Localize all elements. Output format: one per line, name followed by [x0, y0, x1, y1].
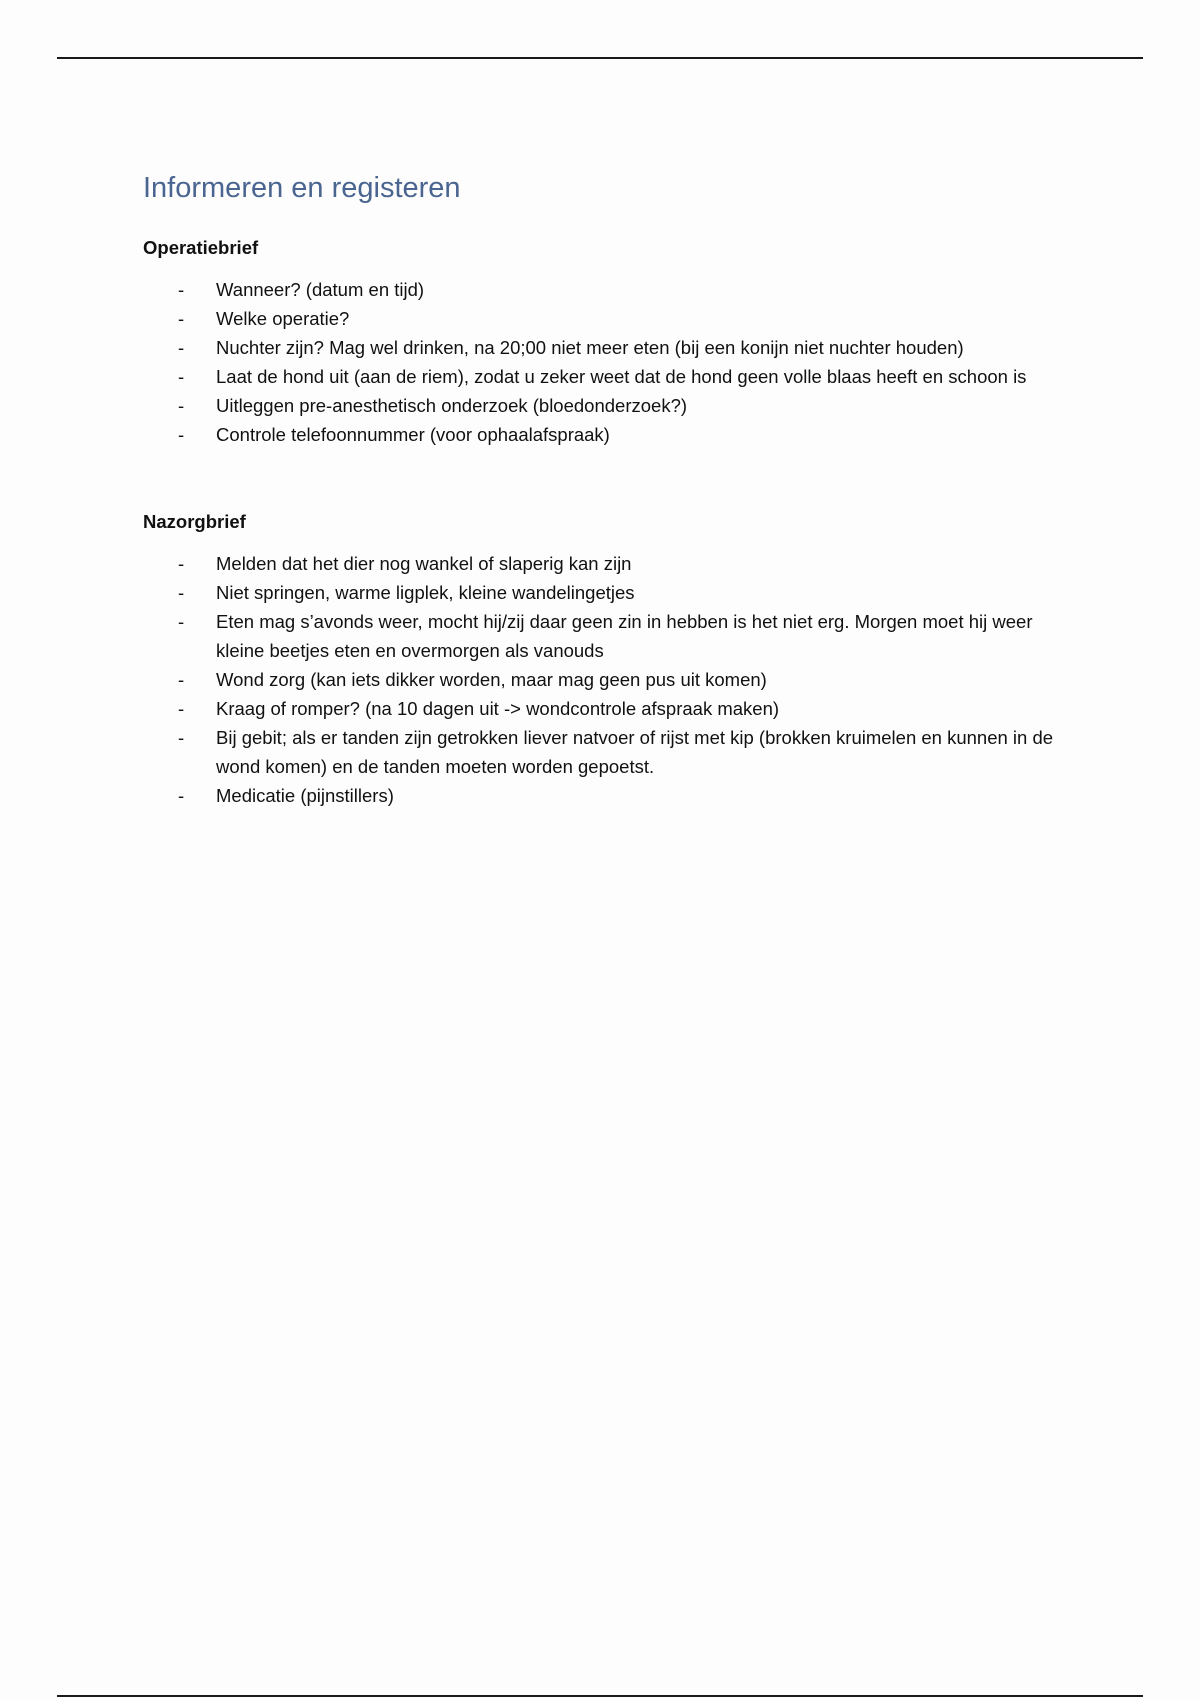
dash-bullet: -	[178, 308, 185, 329]
list-item	[143, 781, 1063, 810]
list-item	[143, 362, 1063, 391]
list-item	[143, 391, 1063, 420]
list-item	[143, 578, 1063, 607]
list-item-text: Wanneer? (datum en tijd)	[216, 279, 425, 300]
dash-bullet: -	[178, 279, 185, 300]
list-item-text: Eten mag s’avonds weer, mocht hij/zij daar geen zin in hebben is het niet erg. Morgen moet hij weer kleine beetjes eten en overmorgen als vanouds	[216, 611, 1033, 661]
list-item-text: Medicatie (pijnstillers)	[216, 785, 394, 806]
list-item-text: Laat de hond uit (aan de riem), zodat u zeker weet dat de hond geen volle blaas heeft en schoon is	[216, 366, 1027, 387]
document-content	[143, 168, 1063, 810]
list-item-text: Melden dat het dier nog wankel of slaperig kan zijn	[216, 553, 632, 574]
dash-bullet: -	[178, 698, 185, 719]
header-rule	[57, 57, 1143, 59]
page-heading: Informeren en registeren	[143, 172, 461, 204]
list-item	[143, 333, 1063, 362]
operatiebrief-list	[143, 275, 1063, 449]
dash-bullet: -	[178, 395, 185, 416]
list-item-text: Kraag of romper? (na 10 dagen uit -> wondcontrole afspraak maken)	[216, 698, 780, 719]
list-item-text: Controle telefoonnummer (voor ophaalafspraak)	[216, 424, 610, 445]
section-title-nazorgbrief: Nazorgbrief	[143, 511, 246, 532]
nazorgbrief-list	[143, 549, 1063, 810]
dash-bullet: -	[178, 366, 185, 387]
list-item	[143, 665, 1063, 694]
list-item-text: Niet springen, warme ligplek, kleine wandelingetjes	[216, 582, 635, 603]
list-item-text: Bij gebit; als er tanden zijn getrokken liever natvoer of rijst met kip (brokken kruimelen en kunnen in de wond komen) en de tanden moeten worden gepoetst.	[216, 727, 1054, 777]
dash-bullet: -	[178, 582, 185, 603]
list-item	[143, 723, 1063, 781]
section-title-operatiebrief: Operatiebrief	[143, 237, 259, 258]
list-item	[143, 304, 1063, 333]
list-item-text: Nuchter zijn? Mag wel drinken, na 20;00 niet meer eten (bij een konijn niet nuchter houden)	[216, 337, 964, 358]
list-item	[143, 694, 1063, 723]
dash-bullet: -	[178, 611, 185, 632]
list-item	[143, 549, 1063, 578]
dash-bullet: -	[178, 337, 185, 358]
list-item-text: Uitleggen pre-anesthetisch onderzoek (bloedonderzoek?)	[216, 395, 688, 416]
list-item	[143, 420, 1063, 449]
footer-rule	[57, 1695, 1143, 1697]
dash-bullet: -	[178, 553, 185, 574]
list-item	[143, 607, 1063, 665]
list-item-text: Welke operatie?	[216, 308, 350, 329]
dash-bullet: -	[178, 785, 185, 806]
dash-bullet: -	[178, 669, 185, 690]
list-item	[143, 275, 1063, 304]
dash-bullet: -	[178, 424, 185, 445]
list-item-text: Wond zorg (kan iets dikker worden, maar mag geen pus uit komen)	[216, 669, 767, 690]
dash-bullet: -	[178, 727, 185, 748]
